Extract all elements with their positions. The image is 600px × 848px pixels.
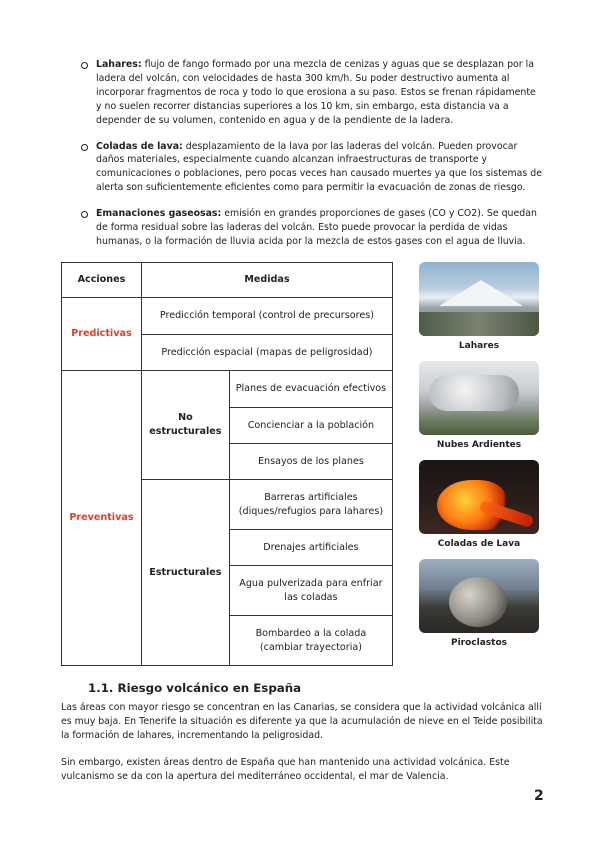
photo-caption: Coladas de Lava	[437, 539, 521, 549]
action-predictivas: Predictivas	[62, 298, 142, 371]
lahares-photo	[419, 262, 539, 336]
header-medidas: Medidas	[141, 263, 392, 298]
hazard-bullet-list	[80, 58, 542, 261]
paragraph: Sin embargo, existen áreas dentro de España que han mantenido una actividad volcánica. Este vulcanismo se da con la apertura del mediterráneo occidental, el mar de Valencia.	[61, 757, 510, 782]
bullet-text: flujo de fango formado por una mezcla de cenizas y aguas que se desplazan por la ladera del volcán, con velocidades de hasta 300 km/h. Su poder destructivo aumenta al incorporar fragmentos de roca y todo lo que erosiona a su paso. Estos se frenan rápidamente y no suelen recorrer distancias superiores a los 10 km, sin embargo, esta distancia va a depender de su volumen, contenido en agua y de la pendiente de la ladera.	[96, 59, 536, 126]
action-preventivas: Preventivas	[62, 371, 142, 666]
bullet-text: emisión en grandes proporciones de gases (CO y CO2). Se quedan de forma residual sobre las laderas del volcán. Esto puede provocar la perdida de vidas humanas, o la formación de lluvia acida por la mezcla de estos gases con el agua de lluvia.	[96, 208, 537, 247]
table-header-row	[62, 263, 393, 298]
table-row	[62, 298, 393, 335]
coladas-lava-photo	[419, 460, 539, 534]
bullet-term: Emanaciones gaseosas:	[96, 208, 222, 220]
bullet-term: Coladas de lava:	[96, 140, 183, 152]
measure-cell: Predicción espacial (mapas de peligrosidad)	[141, 335, 392, 371]
measure-cell: Drenajes artificiales	[229, 530, 392, 566]
measure-cell: Bombardeo a la colada (cambiar trayectoria)	[229, 616, 392, 666]
bullet-text: desplazamiento de la lava por las laderas del volcán. Pueden provocar daños materiales, especialmente cuando alcanzan infraestructuras de transporte y comunicaciones o poblaciones, pero pocas veces han causado muertes ya que los sistemas de alerta son suficientemente eficientes como para permitir la evacuación de zonas de riesgo.	[96, 140, 543, 194]
section-title: 1.1. Riesgo volcánico en España	[88, 681, 302, 695]
header-acciones: Acciones	[62, 263, 142, 298]
nubes-ardientes-photo	[419, 361, 539, 435]
photo-caption: Lahares	[458, 341, 500, 351]
photo-caption: Piroclastos	[451, 638, 507, 648]
piroclastos-photo	[419, 559, 539, 633]
photo-column	[419, 262, 539, 658]
measure-cell: Barreras artificiales (diques/refugios para lahares)	[229, 480, 392, 530]
bullet-term: Lahares:	[96, 59, 142, 70]
measure-cell: Predicción temporal (control de precursores)	[141, 298, 392, 335]
page-number: 2	[534, 788, 544, 804]
table-row	[62, 371, 393, 408]
bullet-lahares	[80, 58, 542, 128]
category-no-estructurales: No estructurales	[141, 371, 229, 480]
category-estructurales: Estructurales	[141, 480, 229, 666]
measures-table	[61, 262, 393, 666]
bullet-emanaciones	[80, 207, 542, 249]
paragraph: Las áreas con mayor riesgo se concentran en las Canarias, se considera que la actividad volcánica allí es muy baja. En Tenerife la situación es diferente ya que la acumulación de nieve en el Teide posibilita la formación de lahares, incrementando la peligrosidad.	[61, 702, 543, 741]
measure-cell: Concienciar a la población	[229, 408, 392, 444]
measure-cell: Agua pulverizada para enfriar las coladas	[229, 566, 392, 616]
measure-cell: Planes de evacuación efectivos	[229, 371, 392, 408]
measure-cell: Ensayos de los planes	[229, 444, 392, 480]
bullet-coladas	[80, 140, 542, 196]
photo-caption: Nubes Ardientes	[436, 440, 522, 450]
